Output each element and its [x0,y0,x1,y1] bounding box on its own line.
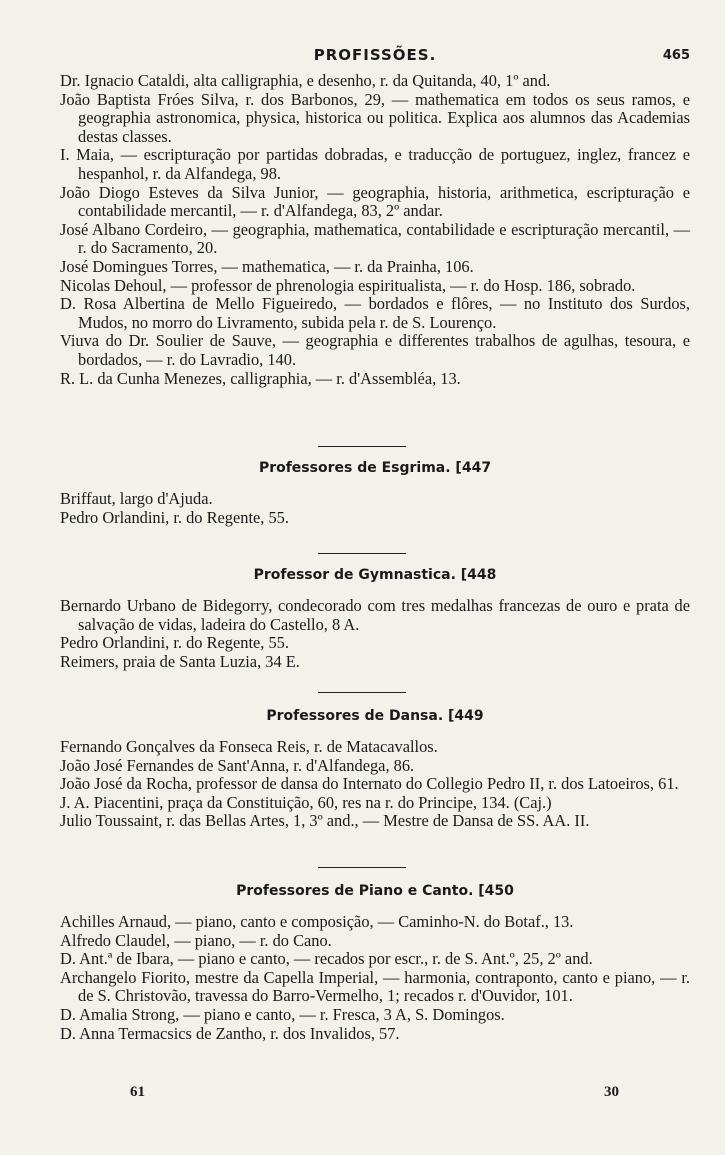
page-title: PROFISSÕES. [313,46,437,64]
list-item: J. A. Piacentini, praça da Constituição, 60, res na r. do Principe, 134. (Caj.) [60,792,552,812]
list-item: D. Amalia Strong, — piano e canto, — r. Fresca, 3 A, S. Domingos. [60,1004,505,1024]
list-item: João José da Rocha, professor de dansa do Internato do Collegio Pedro II, r. dos Latoeiros, 61. [60,774,679,794]
list-item: João José Fernandes de Sant'Anna, r. d'Alfandega, 86. [60,755,415,775]
list-item: D. Anna Termacsics de Zantho, r. dos Invalidos, 57. [60,1023,400,1043]
list-item: Viuva do Dr. Soulier de Sauve, — geographia e differentes trabalhos de agulhas, tesoura, e bordados, — r. do Lavradio, 140. [60,331,690,369]
list-item: Fernando Gonçalves da Fonseca Reis, r. de Matacavallos. [60,737,438,756]
section-divider [318,692,406,693]
footer-signature: 61 [130,1084,145,1100]
list-item: D. Ant.ª de Ibara, — piano e canto, — recados por escr., r. de S. Ant.º, 25, 2º and. [60,949,593,969]
list-item: Julio Toussaint, r. das Bellas Artes, 1, 3º and., — Mestre de Dansa de SS. AA. II. [60,811,590,831]
list-item: Nicolas Dehoul, — professor de phrenologia espiritualista, — r. do Hosp. 186, sobrado. [60,275,636,295]
section-heading: Professores de Piano e Canto. [450 [236,883,514,899]
list-item: Pedro Orlandini, r. do Regente, 55. [60,507,289,527]
section-heading: Professores de Dansa. [449 [266,708,484,724]
list-item: Archangelo Fiorito, mestre da Capella Imperial, — harmonia, contraponto, canto e piano, — r. de S. Christovão, travessa do Barro-Vermelho, 1; recados r. d'Ouvidor, 101. [60,967,690,1006]
section-heading: Professor de Gymnastica. [448 [253,567,497,583]
list-item: Reimers, praia de Santa Luzia, 34 E. [60,651,300,671]
list-item: José Albano Cordeiro, — geographia, mathematica, contabilidade e escripturação mercantil, — r. do Sacramento, 20. [60,219,690,258]
list-item: João Baptista Fróes Silva, r. dos Barbonos, 29, — mathematica em todos os seus ramos, e geographia astronomica, physica, historica ou politica. Explica aos alumnos das Academias destas classes. [60,89,690,146]
section-divider [318,446,406,447]
list-item: Briffaut, largo d'Ajuda. [60,489,213,508]
list-item: Pedro Orlandini, r. do Regente, 55. [60,633,289,653]
section-dansa [60,708,690,831]
list-item: R. L. da Cunha Menezes, calligraphia, — r. d'Assembléa, 13. [60,368,461,388]
page-header [60,46,690,70]
section-piano-canto [60,883,690,1043]
list-item: João Diogo Esteves da Silva Junior, — geographia, historia, arithmetica, escripturação e contabilidade mercantil, — r. d'Alfandega, 83, 2º andar. [60,182,690,221]
list-item: José Domingues Torres, — mathematica, — r. da Prainha, 106. [60,256,474,276]
section-gymnastica [60,567,690,671]
section-heading: Professores de Esgrima. [447 [258,460,492,476]
list-item: Alfredo Claudel, — piano, — r. do Cano. [60,930,332,950]
section-esgrima [60,460,690,527]
section-divider [318,867,406,868]
list-item: Achilles Arnaud, — piano, canto e composição, — Caminho-N. do Botaf., 13. [60,912,574,931]
list-item: D. Rosa Albertina de Mello Figueiredo, — bordados e flôres, — no Instituto dos Surdos, Mudos, no morro do Livramento, subida pela r. de S. Lourenço. [60,294,690,332]
footer-number: 30 [604,1084,619,1100]
page-number: 465 [662,48,690,63]
intro-list [60,72,690,388]
list-item: I. Maia, — escripturação por partidas dobradas, e traducção de portuguez, inglez, francez e hespanhol, r. da Alfandega, 98. [60,145,690,183]
list-item: Bernardo Urbano de Bidegorry, condecorado com tres medalhas francezas de ouro e prata de salvação de vidas, ladeira do Castello, 8 A. [60,596,690,634]
list-item: Dr. Ignacio Cataldi, alta calligraphia, e desenho, r. da Quitanda, 40, 1º and. [60,71,551,90]
section-divider [318,553,406,554]
